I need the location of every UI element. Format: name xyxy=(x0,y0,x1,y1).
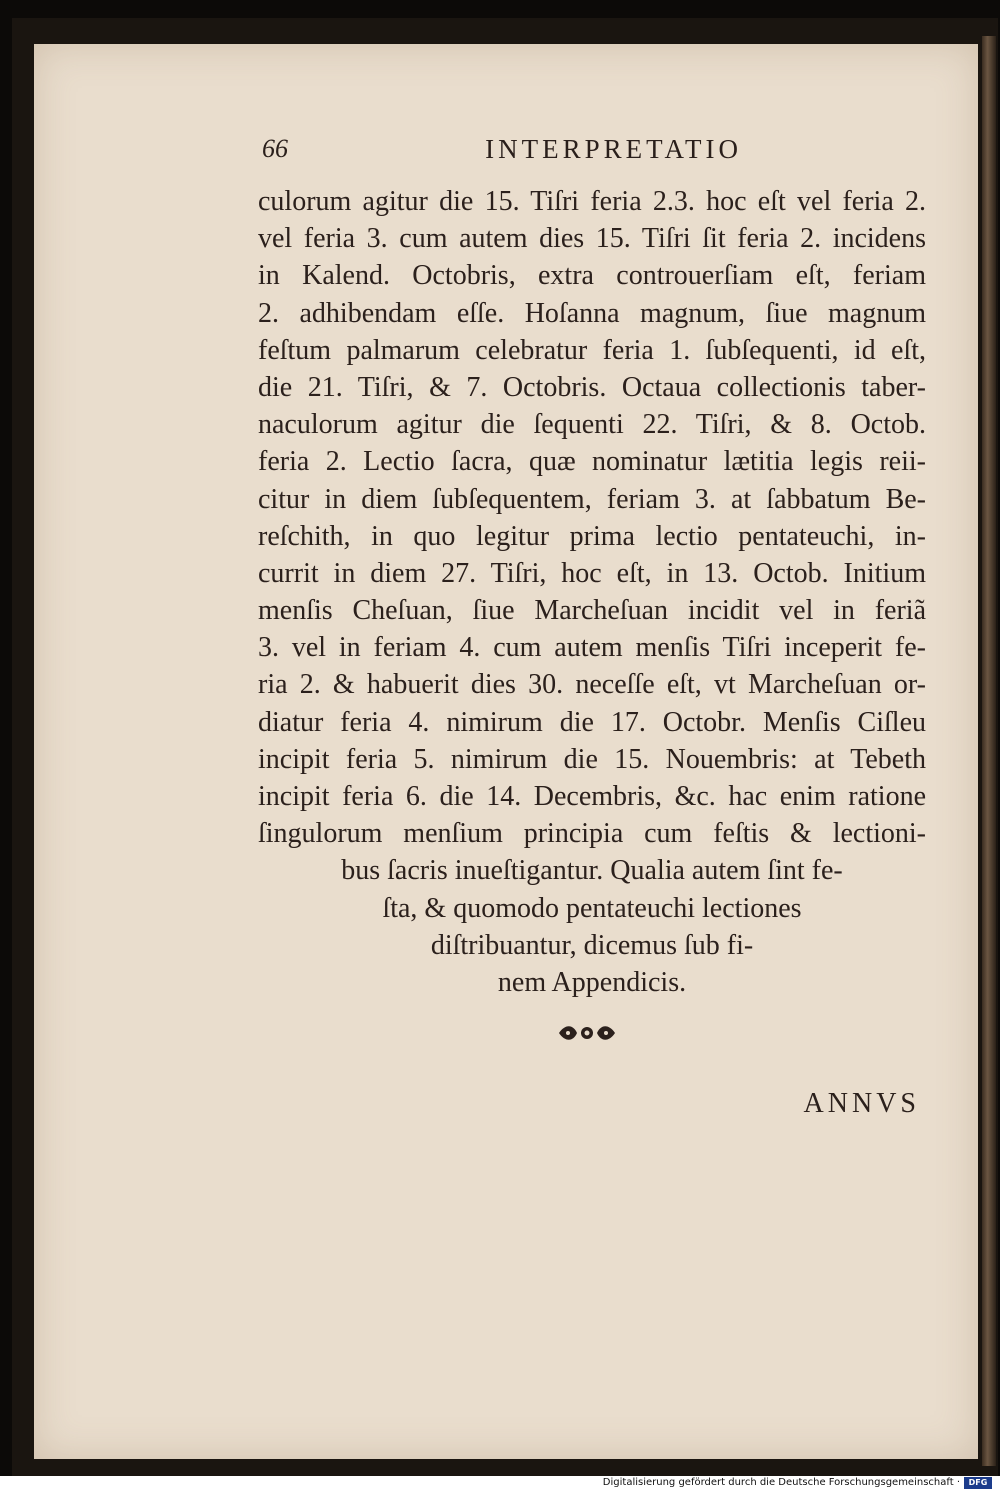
text-line: in Kalend. Octobris, extra controuerſiam eſt, feriam xyxy=(258,260,926,292)
fleuron-ornament-icon xyxy=(555,1022,619,1044)
page-number: 66 xyxy=(262,134,288,163)
text-line: diatur feria 4. nimirum die 17. Octobr. Menſis Ciſleu xyxy=(258,706,926,738)
text-line: feſtum palmarum celebratur feria 1. ſubſequenti, id eſt, xyxy=(258,334,926,366)
text-line: 3. vel in feriam 4. cum autem menſis Tiſri inceperit fe- xyxy=(258,632,926,664)
footer-credit: Digitalisierung gefördert durch die Deutsche Forschungsgemeinschaft · xyxy=(602,1477,960,1488)
footer-bar xyxy=(0,1476,1000,1490)
text-line: die 21. Tiſri, & 7. Octobris. Octaua collectionis taber- xyxy=(258,371,926,403)
text-line: incipit feria 5. nimirum die 15. Nouembris: at Tebeth xyxy=(258,743,926,775)
text-line-centered: diſtribuantur, dicemus ſub fi- xyxy=(430,929,754,961)
text-line: culorum agitur die 15. Tiſri feria 2.3. hoc eſt vel feria 2. xyxy=(258,186,926,217)
text-line: menſis Cheſuan, ſiue Marcheſuan incidit vel in feriã xyxy=(258,595,926,627)
text-line: ria 2. & habuerit dies 30. neceſſe eſt, vt Marcheſuan or- xyxy=(258,669,926,701)
text-line: feria 2. Lectio ſacra, quæ nominatur lætitia legis reii- xyxy=(258,446,926,478)
page-header xyxy=(262,134,742,174)
text-line-centered: nem Appendicis. xyxy=(497,966,687,998)
text-line: citur in diem ſubſequentem, feriam 3. at ſabbatum Be- xyxy=(258,483,926,515)
text-line: vel feria 3. cum autem dies 15. Tiſri ſit feria 2. incidens xyxy=(258,223,926,255)
text-line-centered: bus ſacris inueſtigantur. Qualia autem ſint fe- xyxy=(341,855,843,887)
body-text xyxy=(258,183,926,1001)
text-line: ſingulorum menſium principia cum feſtis & lectioni- xyxy=(258,818,926,850)
text-line: reſchith, in quo legitur prima lectio pentateuchi, in- xyxy=(258,520,926,552)
dfg-logo-icon: DFG xyxy=(964,1477,992,1489)
text-line: currit in diem 27. Tiſri, hoc eſt, in 13. Octob. Initium xyxy=(258,557,926,589)
text-line-centered: ſta, & quomodo pentateuchi lectiones xyxy=(382,892,802,924)
text-line: incipit feria 6. die 14. Decembris, &c. hac enim ratione xyxy=(258,781,926,812)
text-line: 2. adhibendam eſſe. Hoſanna magnum, ſiue magnum xyxy=(258,297,926,329)
text-line: naculorum agitur die ſequenti 22. Tiſri, & 8. Octob. xyxy=(258,409,926,441)
catchword: ANNVS xyxy=(803,1088,920,1119)
page-edge xyxy=(982,36,996,1466)
running-head: INTERPRETATIO xyxy=(485,134,742,164)
